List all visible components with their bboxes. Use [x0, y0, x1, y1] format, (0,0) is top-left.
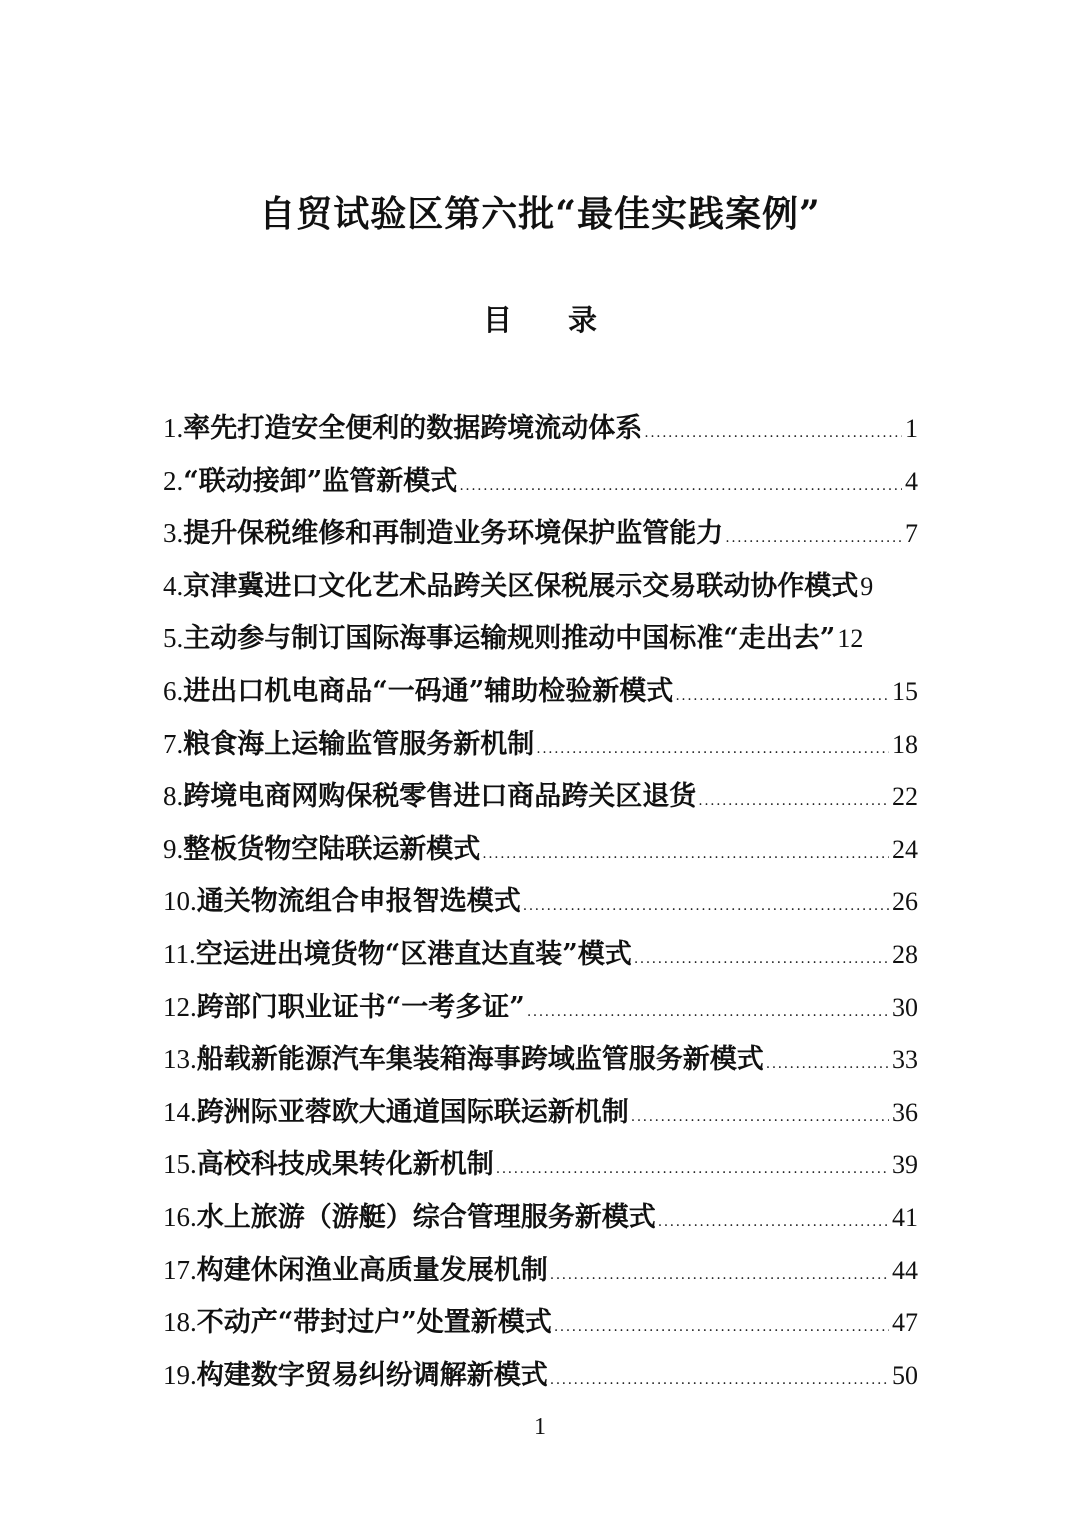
page-number: 1: [534, 1414, 546, 1440]
toc-entry-title: 京津冀进口文化艺术品跨关区保税展示交易联动协作模式: [183, 570, 859, 602]
toc-entry-page: 30: [892, 992, 918, 1022]
toc-heading: 目录: [482, 303, 653, 337]
toc-dot-leader: [644, 407, 902, 460]
toc-entry-page: 1: [905, 414, 918, 443]
toc-entry-number: 10.: [163, 886, 197, 917]
toc-entry-title: 跨境电商网购保税零售进口商品跨关区退货: [183, 781, 697, 813]
toc-entry-page: 4: [905, 466, 918, 496]
toc-entry-13[interactable]: [163, 1033, 918, 1086]
toc-entry-title: 高校科技成果转化新机制: [196, 1149, 494, 1181]
toc-entry-page: 28: [892, 939, 918, 969]
toc-entry-number: 3.: [163, 518, 184, 549]
toc-dot-leader: [698, 775, 889, 828]
toc-entry-page: 15: [892, 676, 918, 706]
toc-entry-title: “联动接卸”监管新模式: [183, 465, 458, 497]
toc-entry-title: 船载新能源汽车集装箱海事跨域监管服务新模式: [196, 1044, 764, 1076]
toc-dot-leader: [658, 1196, 889, 1249]
toc-entry-title: 提升保税维修和再制造业务环境保护监管能力: [183, 518, 724, 550]
toc-entry-14[interactable]: [163, 1086, 918, 1139]
toc-entry-page: 12: [837, 624, 864, 654]
toc-entry-8[interactable]: [163, 770, 918, 823]
toc-entry-7[interactable]: [163, 718, 918, 771]
toc-entry-number: 17.: [163, 1254, 197, 1285]
toc-entry-title: 不动产“带封过户”处置新模式: [196, 1307, 552, 1339]
toc-dot-leader: [631, 1091, 889, 1144]
toc-entry-19[interactable]: [163, 1349, 918, 1402]
toc-entry-3[interactable]: [163, 507, 918, 560]
toc-entry-title: 粮食海上运输监管服务新机制: [183, 728, 535, 760]
toc-entry-number: 18.: [163, 1307, 197, 1338]
toc-entry-title: 构建休闲渔业高质量发展机制: [196, 1254, 548, 1286]
toc-entry-11[interactable]: [163, 928, 918, 981]
toc-entry-page: 44: [892, 1255, 918, 1285]
toc-dot-leader: [482, 828, 889, 881]
toc-entry-number: 7.: [163, 728, 184, 759]
toc-entry-page: 7: [905, 519, 918, 549]
toc-entry-page: 33: [892, 1045, 918, 1075]
toc-entry-title: 通关物流组合申报智选模式: [196, 886, 521, 918]
toc-entry-number: 19.: [163, 1359, 197, 1390]
toc-entry-title: 主动参与制订国际海事运输规则推动中国标准“走出去”: [183, 623, 836, 655]
toc-dot-leader: [550, 1354, 889, 1407]
toc-dot-leader: [550, 1249, 889, 1302]
toc-dot-leader: [496, 1143, 889, 1196]
toc-dot-leader: [536, 723, 889, 776]
toc-entry-number: 8.: [163, 781, 184, 812]
toc-entry-page: 39: [892, 1150, 918, 1180]
document-title: 自贸试验区第六批“最佳实践案例”: [259, 193, 821, 235]
toc-entry-page: 36: [892, 1097, 918, 1127]
toc-entry-number: 2.: [163, 465, 184, 496]
toc-entry-number: 13.: [163, 1044, 197, 1075]
toc-entry-page: 50: [892, 1360, 918, 1390]
toc-entry-number: 4.: [163, 570, 184, 601]
toc-entry-title: 率先打造安全便利的数据跨境流动体系: [183, 413, 643, 444]
toc-dot-leader: [527, 986, 889, 1039]
toc-entry-page: 24: [892, 834, 918, 864]
toc-entry-title: 构建数字贸易纠纷调解新模式: [196, 1359, 548, 1391]
toc-entry-18[interactable]: [163, 1296, 918, 1349]
toc-entry-title: 整板货物空陆联运新模式: [183, 833, 481, 865]
toc-entry-5[interactable]: [163, 612, 918, 665]
toc-entry-number: 1.: [163, 413, 184, 443]
toc-entry-number: 16.: [163, 1201, 197, 1232]
toc-entry-number: 12.: [163, 991, 197, 1022]
toc-entry-number: 6.: [163, 675, 184, 706]
toc-entry-title: 空运进出境货物“区港直达直装”模式: [195, 938, 632, 970]
table-of-contents: [163, 402, 918, 1401]
toc-entry-number: 15.: [163, 1149, 197, 1180]
toc-entry-title: 水上旅游（游艇）综合管理服务新模式: [196, 1201, 656, 1233]
toc-entry-page: 47: [892, 1308, 918, 1338]
toc-entry-16[interactable]: [163, 1191, 918, 1244]
toc-dot-leader: [725, 512, 902, 565]
toc-entry-10[interactable]: [163, 875, 918, 928]
toc-dot-leader: [459, 460, 902, 513]
toc-dot-leader: [523, 880, 889, 933]
toc-entry-6[interactable]: [163, 665, 918, 718]
toc-entry-number: 14.: [163, 1096, 197, 1127]
toc-entry-page: 9: [860, 571, 874, 601]
toc-entry-15[interactable]: [163, 1138, 918, 1191]
toc-entry-number: 5.: [163, 623, 184, 654]
toc-entry-title: 跨部门职业证书“一考多证”: [196, 991, 525, 1023]
toc-entry-title: 跨洲际亚蓉欧大通道国际联运新机制: [196, 1096, 629, 1128]
toc-entry-number: 11.: [163, 938, 196, 969]
toc-entry-17[interactable]: [163, 1244, 918, 1297]
toc-dot-leader: [554, 1301, 889, 1354]
toc-entry-page: 18: [892, 729, 918, 759]
toc-entry-2[interactable]: [163, 455, 918, 508]
toc-entry-12[interactable]: [163, 981, 918, 1034]
toc-entry-title: 进出口机电商品“一码通”辅助检验新模式: [183, 675, 674, 707]
toc-entry-page: 22: [892, 782, 918, 812]
toc-entry-number: 9.: [163, 833, 184, 864]
toc-entry-9[interactable]: [163, 823, 918, 876]
toc-entry-4[interactable]: [163, 560, 918, 613]
toc-dot-leader: [766, 1038, 889, 1091]
toc-entry-page: 26: [892, 887, 918, 917]
toc-entry-page: 41: [892, 1202, 918, 1232]
toc-dot-leader: [675, 670, 889, 723]
toc-entry-1[interactable]: [163, 402, 918, 455]
toc-dot-leader: [634, 933, 889, 986]
